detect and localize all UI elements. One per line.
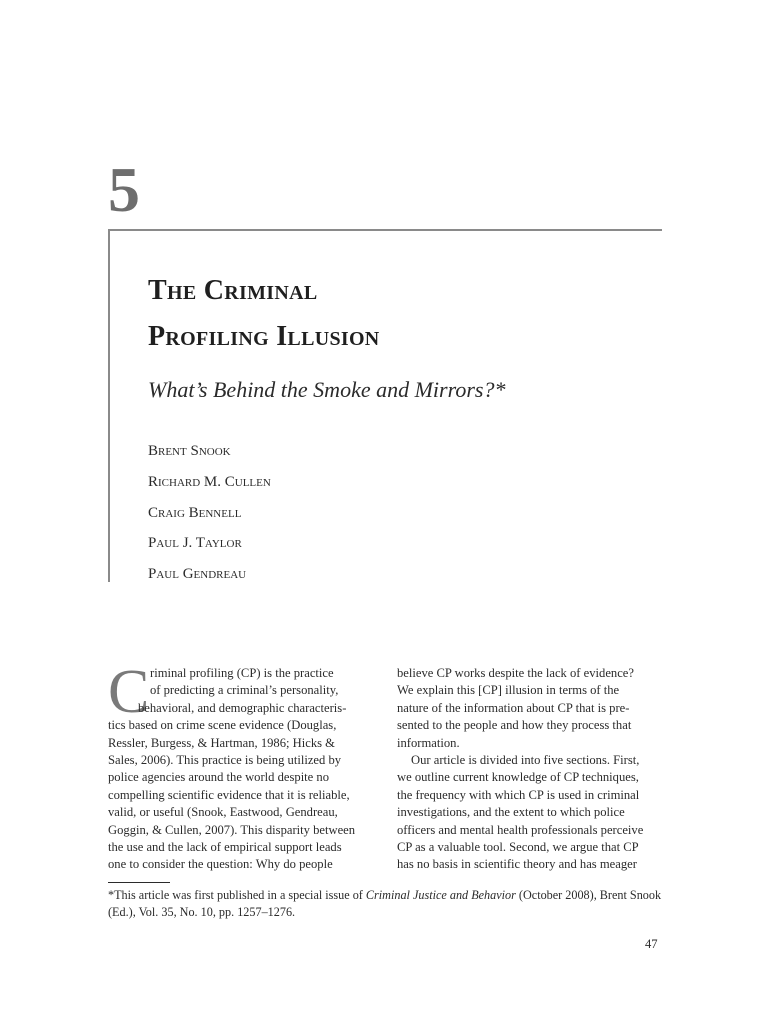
author-name: Craig Bennell — [148, 504, 242, 521]
body-line: We explain this [CP] illusion in terms of the — [397, 683, 620, 698]
body-line: information. — [397, 735, 460, 750]
chapter-title — [148, 268, 380, 360]
author-name: Richard M. Cullen — [148, 473, 271, 490]
chapter-title-line-1: The Criminal — [148, 275, 318, 306]
body-line: police agencies around the world despite no — [108, 770, 330, 785]
body-line: the frequency with which CP is used in criminal — [397, 787, 640, 802]
footnote-line-2: (Ed.), Vol. 35, No. 10, pp. 1257–1276. — [108, 905, 296, 919]
body-column-right — [397, 665, 662, 874]
header-rule-vertical — [108, 229, 110, 582]
author-name: Brent Snook — [148, 443, 231, 459]
body-line: has no basis in scientific theory and has meager — [397, 857, 637, 872]
chapter-subtitle: What’s Behind the Smoke and Mirrors?* — [148, 377, 506, 402]
footnote-rule — [108, 882, 170, 883]
page-number: 47 — [645, 937, 658, 951]
body-line: tics based on crime scene evidence (Douglas, — [108, 718, 337, 733]
body-line: compelling scientific evidence that it is reliable, — [108, 787, 350, 802]
chapter-title-line-2: Profiling Illusion — [148, 321, 380, 352]
body-line: riminal profiling (CP) is the practice — [150, 666, 334, 680]
footnote-prefix: *This article was first published in a special issue of — [108, 888, 366, 902]
body-line: nature of the information about CP that is pre- — [397, 700, 630, 715]
footnote-line-1 — [108, 887, 668, 904]
body-line: Ressler, Burgess, & Hartman, 1986; Hicks & — [108, 735, 335, 750]
body-line: Our article is divided into five sections. First, — [411, 752, 640, 767]
footnote — [108, 887, 668, 921]
chapter-number: 5 — [108, 154, 140, 225]
author-name: Paul Gendreau — [148, 566, 247, 583]
body-line: officers and mental health professionals perceive — [397, 822, 644, 837]
body-line: of predicting a criminal’s personality, — [150, 683, 339, 698]
header-rule-horizontal — [108, 229, 662, 231]
author-name: Paul J. Taylor — [148, 535, 242, 552]
body-line: the use and the lack of empirical support leads — [108, 839, 342, 854]
body-line: we outline current knowledge of CP techniques, — [397, 770, 639, 785]
body-line: believe CP works despite the lack of evidence? — [397, 666, 634, 680]
footnote-journal: Criminal Justice and Behavior — [365, 888, 516, 902]
body-line: CP as a valuable tool. Second, we argue that CP — [397, 839, 639, 854]
body-line: Sales, 2006). This practice is being utilized by — [108, 752, 342, 767]
author-list — [148, 441, 271, 595]
body-line: Goggin, & Cullen, 2007). This disparity between — [108, 822, 356, 837]
body-line: valid, or useful (Snook, Eastwood, Gendreau, — [108, 805, 338, 820]
body-line: sented to the people and how they process that — [397, 718, 632, 733]
body-column-left — [108, 665, 374, 874]
drop-cap: C — [108, 658, 150, 726]
body-line: investigations, and the extent to which police — [397, 805, 625, 820]
body-line: behavioral, and demographic characteris- — [138, 700, 347, 715]
body-line: one to consider the question: Why do people — [108, 857, 333, 872]
footnote-suffix: (October 2008), Brent Snook — [515, 888, 662, 902]
